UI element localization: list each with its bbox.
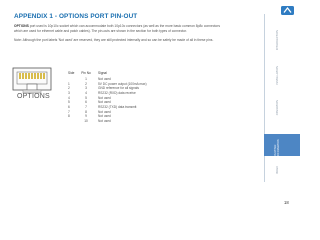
cell-pin: 5 bbox=[85, 95, 87, 100]
nav-divider bbox=[264, 14, 265, 182]
cell-side: 7 bbox=[68, 109, 70, 114]
cell-pin: 8 bbox=[85, 109, 87, 114]
nav-item-introduction[interactable] bbox=[266, 30, 288, 50]
cell-pin: 6 bbox=[85, 100, 87, 105]
cell-signal: Not used bbox=[98, 95, 111, 100]
cell-signal: RS232 (RXD) data receive bbox=[98, 91, 136, 95]
cell-pin: 10 bbox=[84, 119, 88, 124]
cell-side: 3 bbox=[68, 91, 70, 95]
cell-pin: 7 bbox=[85, 105, 87, 110]
rj-connector-icon bbox=[11, 65, 53, 107]
nav-item-index[interactable] bbox=[266, 166, 288, 174]
nav-item-operation[interactable] bbox=[266, 100, 288, 115]
nav-item-label: INDEX bbox=[275, 166, 279, 175]
cell-side: 2 bbox=[68, 86, 70, 91]
cell-signal: Not used bbox=[98, 76, 111, 81]
cell-side: 4 bbox=[68, 95, 70, 100]
cell-signal: Not used bbox=[98, 109, 111, 114]
nav-item-installation[interactable] bbox=[266, 66, 288, 84]
cell-signal: GND reference for all signals bbox=[98, 86, 139, 91]
nav-item-label: OPERATION bbox=[275, 100, 279, 116]
page-number: 18 bbox=[284, 200, 289, 205]
cell-pin: 3 bbox=[85, 86, 87, 91]
column-header-pin: Pin No bbox=[81, 71, 91, 75]
cell-signal: 5V DC power output (100mA max) bbox=[98, 81, 147, 86]
cell-pin: 4 bbox=[85, 91, 87, 95]
intro-paragraph-emphasis: OPTIONS bbox=[14, 24, 29, 28]
brand-logo-icon bbox=[281, 6, 294, 15]
cell-signal: Not used bbox=[98, 119, 111, 124]
nav-item-label: INTRODUCTION bbox=[275, 30, 279, 51]
intro-paragraph bbox=[14, 24, 224, 33]
column-header-side: Side bbox=[68, 71, 75, 75]
cell-signal: Not used bbox=[98, 100, 111, 105]
intro-paragraph-text: port used is 10p10c socket which can accommodate both 10p10c connectors (as well as the more basic common 8p8c connectors which are used for ethernet cable and patch cables). The pin-outs are shown in the section for both types of connector. bbox=[14, 24, 220, 33]
cell-pin: 2 bbox=[85, 81, 87, 86]
nav-item-further-information[interactable] bbox=[264, 134, 300, 156]
connector-label: OPTIONS bbox=[17, 93, 50, 100]
column-header-signal: Signal bbox=[98, 71, 107, 75]
nav-item-label: FURTHER INFORMATION bbox=[274, 139, 280, 156]
cell-side: 6 bbox=[68, 105, 70, 110]
cell-pin: 9 bbox=[85, 114, 87, 119]
cell-signal: RS232 (TXD) data transmit bbox=[98, 105, 137, 110]
cell-side bbox=[68, 119, 80, 124]
note-paragraph: Note: Although the port labels 'Not used' are reserved, they are still protected internally and so can be safely be made of all in these pins. bbox=[14, 38, 214, 42]
nav-item-label: INSTALLATION bbox=[275, 66, 279, 85]
table-row bbox=[68, 119, 147, 124]
cell-signal: Not used bbox=[98, 114, 111, 119]
cell-side: 5 bbox=[68, 100, 70, 105]
cell-side: 8 bbox=[68, 114, 70, 119]
cell-side: 1 bbox=[68, 81, 70, 86]
page-title: APPENDIX 1 - OPTIONS PORT PIN-OUT bbox=[14, 13, 138, 20]
pinout-table bbox=[68, 71, 147, 123]
cell-pin: 1 bbox=[85, 76, 87, 81]
